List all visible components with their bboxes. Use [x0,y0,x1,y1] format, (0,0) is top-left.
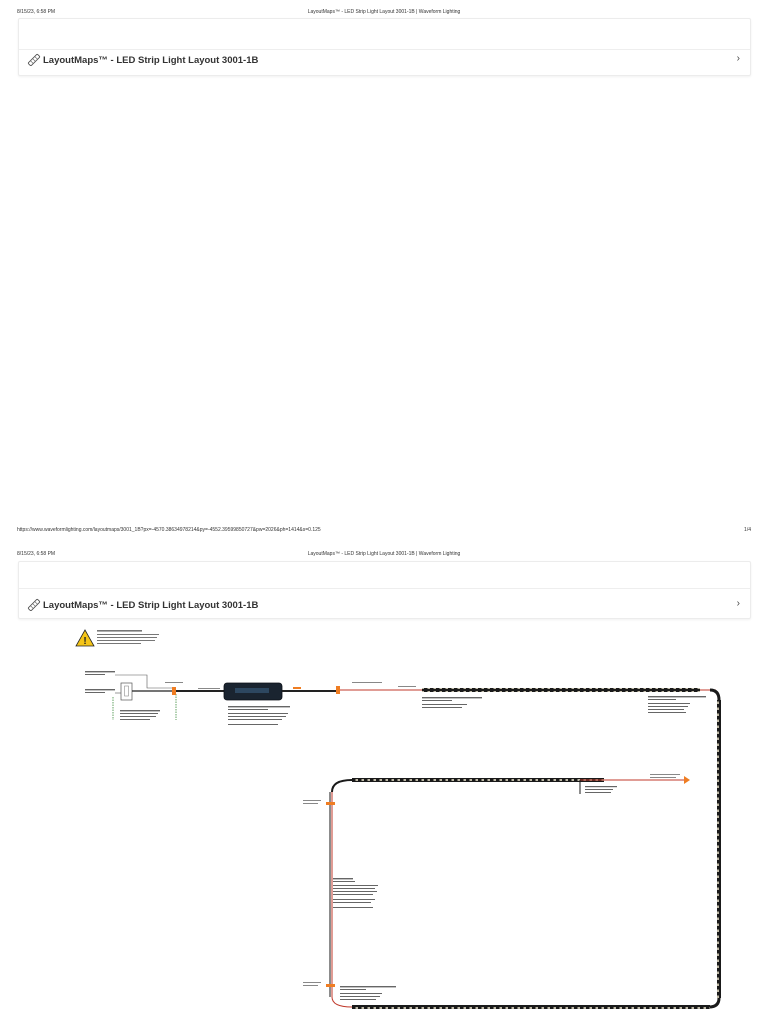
led-strip-icon [27,598,41,612]
led-strip-icon [27,53,41,67]
layout-title-bar-page1 [18,18,751,76]
page-url[interactable]: https://www.waveformlighting.com/layoutmaps/3001_1B?px=-4570.38634978214&py=-4552.39599850727&pw=2026&ph=1414&s=0.125 [17,527,321,533]
page-number: 1/4 [744,527,751,533]
page-title: LayoutMaps™ - LED Strip Light Layout 3001-1B [43,55,259,66]
dimmable-led-driver [224,683,282,700]
wall-dimmer [121,683,132,700]
warning-mark: ! [83,636,87,647]
print-title: LayoutMaps™ - LED Strip Light Layout 3001-1B | Waveform Lighting [307,9,461,15]
led-strip-run-right [717,700,721,998]
led-strip-run-bottom [352,1005,710,1009]
print-title: LayoutMaps™ - LED Strip Light Layout 3001-1B | Waveform Lighting [307,551,461,557]
chevron-right-icon[interactable]: › [736,598,740,609]
page-title: LayoutMaps™ - LED Strip Light Layout 3001-1B [43,600,259,611]
wiring-diagram-graphic [0,622,768,1024]
print-date: 8/15/23, 6:58 PM [17,9,56,15]
chevron-right-icon[interactable]: › [736,53,740,64]
print-date: 8/15/23, 6:58 PM [17,551,56,557]
wiring-diagram [0,622,768,1024]
led-strip-run-top [422,688,700,692]
header-divider [19,49,750,50]
warning-triangle-icon [76,630,94,647]
header-divider [19,588,750,589]
layout-title-bar-page2 [18,561,751,619]
led-strip-run-middle [352,778,604,782]
